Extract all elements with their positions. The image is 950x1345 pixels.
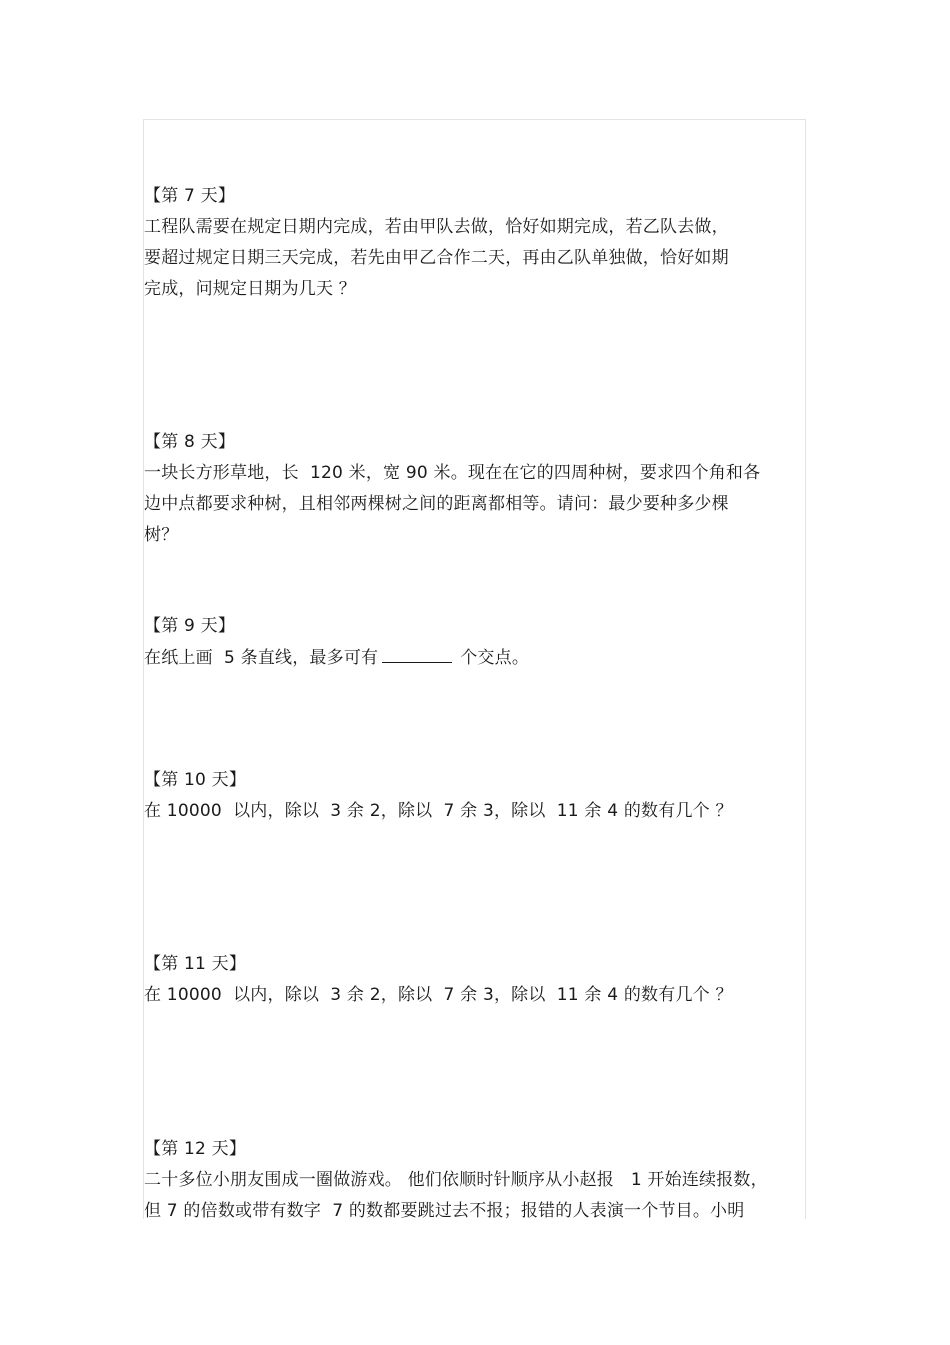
- problem-heading-day-7: 【第 7 天】: [144, 186, 236, 206]
- problem-text-line: 完成，问规定日期为几天 ？: [144, 279, 357, 299]
- problem-text-line: 二十多位小朋友围成一圈做游戏。 他们依顺时针顺序从小赵报 1 开始连续报数，: [144, 1170, 768, 1190]
- problem-heading-day-9: 【第 9 天】: [144, 616, 236, 636]
- answer-blank: [382, 648, 452, 663]
- problem-text-before-blank: 在纸上画 5 条直线，最多可有: [144, 648, 379, 668]
- problem-text-line: 一块长方形草地，长 120 米，宽 90 米。现在在它的四周种树，要求四个角和各: [144, 463, 761, 483]
- problem-text-line: 但 7 的倍数或带有数字 7 的数都要跳过去不报；报错的人表演一个节目。小明: [144, 1201, 745, 1221]
- problem-heading-day-12: 【第 12 天】: [144, 1139, 247, 1159]
- problem-heading-day-10: 【第 10 天】: [144, 770, 247, 790]
- problem-text-line: 边中点都要求种树，且相邻两棵树之间的距离都相等。请问：最少要种多少棵: [144, 494, 729, 514]
- problem-text-line: 树？: [144, 525, 179, 545]
- problem-text-line: 工程队需要在规定日期内完成，若由甲队去做，恰好如期完成，若乙队去做，: [144, 217, 729, 237]
- problem-text-after-blank: 个交点。: [460, 648, 530, 668]
- problem-heading-day-11: 【第 11 天】: [144, 954, 247, 974]
- problem-text-line: [144, 648, 529, 668]
- problem-text-line: 在 10000 以内，除以 3 余 2，除以 7 余 3，除以 11 余 4 的数有几个 ？: [144, 801, 733, 821]
- problem-text-line: 要超过规定日期三天完成，若先由甲乙合作二天，再由乙队单独做，恰好如期: [144, 248, 729, 268]
- problem-heading-day-8: 【第 8 天】: [144, 432, 236, 452]
- problem-text-line: 在 10000 以内，除以 3 余 2，除以 7 余 3，除以 11 余 4 的数有几个 ？: [144, 985, 733, 1005]
